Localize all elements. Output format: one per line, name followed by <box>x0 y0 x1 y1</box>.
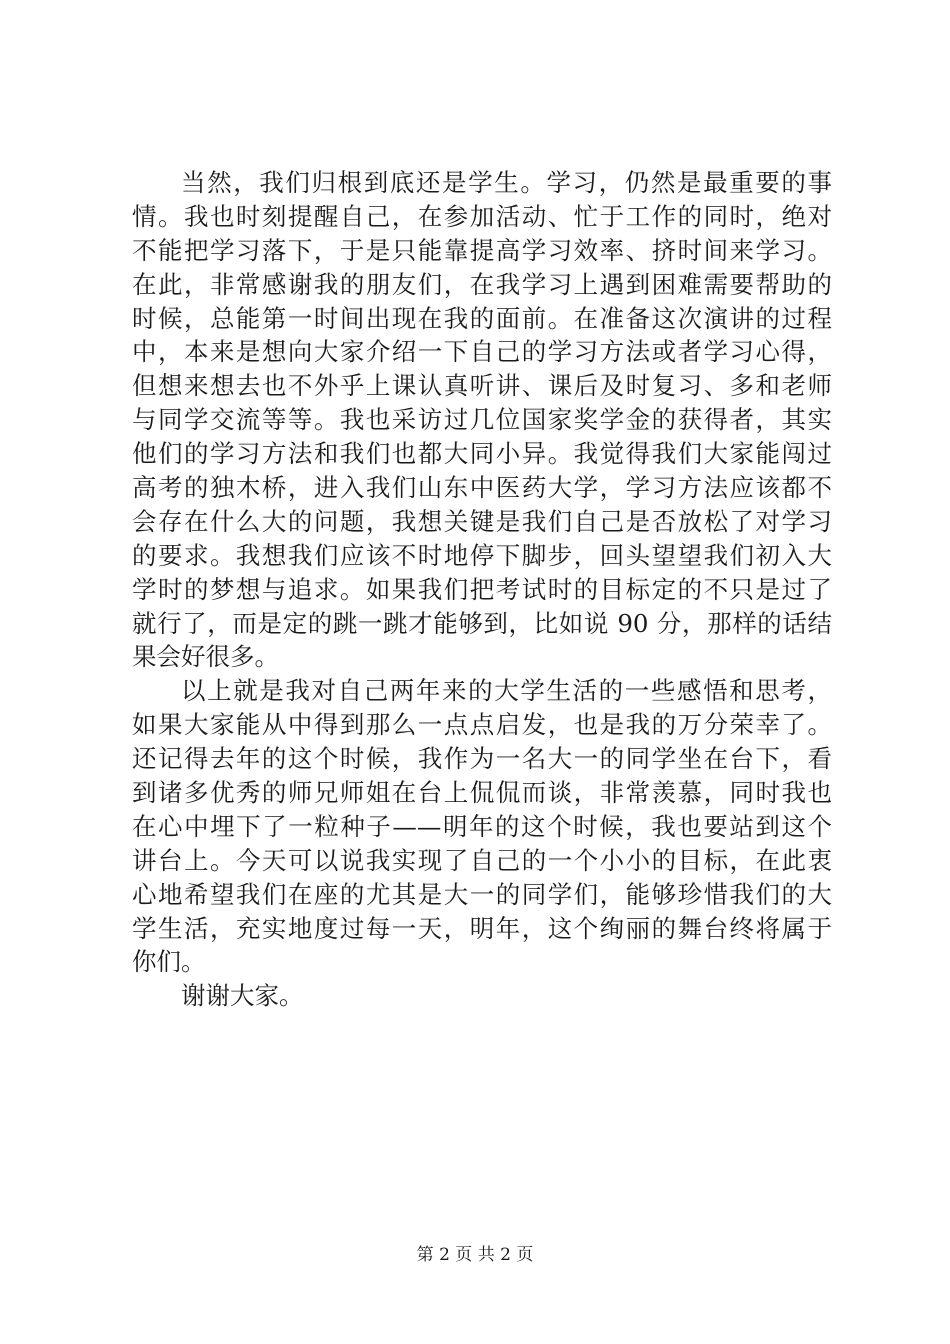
text-line: 在此，非常感谢我的朋友们，在我学习上遇到困难需要帮助的 <box>132 269 832 299</box>
text-line: 但想来想去也不外乎上课认真听讲、课后及时复习、多和老师 <box>132 371 832 401</box>
document-body <box>132 166 832 1013</box>
paragraph <box>132 674 832 979</box>
text-line: 学生活，充实地度过每一天，明年，这个绚丽的舞台终将属于 <box>132 913 832 943</box>
text-line: 时候，总能第一时间出现在我的面前。在准备这次演讲的过程 <box>132 303 832 333</box>
text-line: 如果大家能从中得到那么一点点启发，也是我的万分荣幸了。 <box>132 710 832 740</box>
paragraph <box>132 166 832 674</box>
text-line: 学时的梦想与追求。如果我们把考试时的目标定的不只是过了 <box>132 574 832 604</box>
page-number-label: 第 2 页 共 2 页 <box>416 1245 534 1265</box>
text-line: 就行了，而是定的跳一跳才能够到，比如说 90 分，那样的话结 <box>132 608 832 638</box>
text-line: 当然，我们归根到底还是学生。学习，仍然是最重要的事 <box>181 168 832 197</box>
text-line: 讲台上。今天可以说我实现了自己的一个小小的目标，在此衷 <box>132 845 832 875</box>
text-line: 与同学交流等等。我也采访过几位国家奖学金的获得者，其实 <box>132 405 832 435</box>
text-line: 你们。 <box>132 947 206 977</box>
text-line: 在心中埋下了一粒种子——明年的这个时候，我也要站到这个 <box>132 811 832 841</box>
text-line: 会存在什么大的问题，我想关键是我们自己是否放松了对学习 <box>132 506 832 536</box>
text-line: 高考的独木桥，进入我们山东中医药大学，学习方法应该都不 <box>132 473 832 503</box>
text-line: 情。我也时刻提醒自己，在参加活动、忙于工作的同时，绝对 <box>132 201 832 231</box>
text-line: 的要求。我想我们应该不时地停下脚步，回头望望我们初入大 <box>132 540 832 570</box>
text-line: 心地希望我们在座的尤其是大一的同学们，能够珍惜我们的大 <box>132 879 832 909</box>
text-line: 以上就是我对自己两年来的大学生活的一些感悟和思考， <box>181 676 832 706</box>
text-line: 谢谢大家。 <box>181 981 304 1011</box>
text-line: 还记得去年的这个时候，我作为一名大一的同学坐在台下，看 <box>132 744 832 774</box>
text-line: 果会好很多。 <box>132 642 279 672</box>
text-line: 中，本来是想向大家介绍一下自己的学习方法或者学习心得， <box>132 337 832 367</box>
text-line: 他们的学习方法和我们也都大同小异。我觉得我们大家能闯过 <box>132 439 832 469</box>
text-line: 到诸多优秀的师兄师姐在台上侃侃而谈，非常羡慕，同时我也 <box>132 778 832 808</box>
page-footer <box>0 1240 950 1265</box>
paragraph <box>132 979 832 1013</box>
text-line: 不能把学习落下，于是只能靠提高学习效率、挤时间来学习。 <box>132 235 832 265</box>
